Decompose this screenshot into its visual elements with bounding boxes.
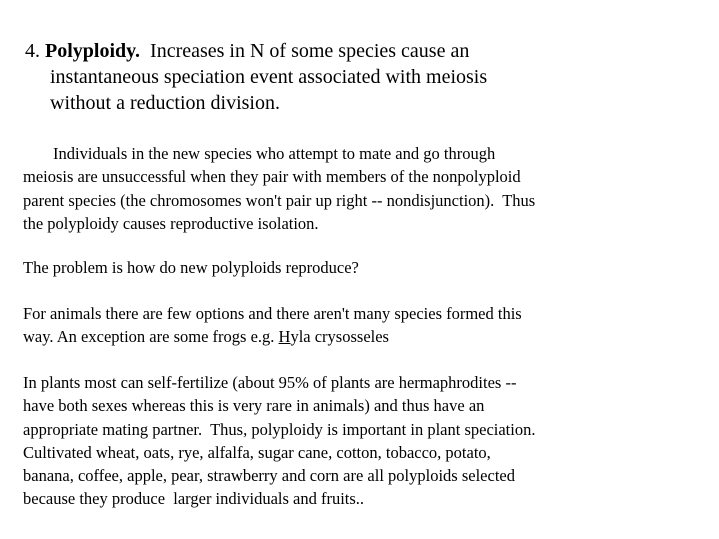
heading-block [25,38,665,116]
paragraph-line: because they produce larger individuals and fruits.. [23,489,365,509]
heading-line-3: without a reduction division. [50,92,280,114]
paragraph-line: banana, coffee, apple, pear, strawberry and corn are all polyploids selected [23,466,515,486]
paragraph-reproductive-isolation [23,142,703,235]
paragraph-line: parent species (the chromosomes won't pair up right -- nondisjunction). Thus [23,190,536,210]
animals-example-prefix: way. An exception are some frogs e.g. [23,327,279,347]
paragraph-line: For animals there are few options and there aren't many species formed this [23,304,522,323]
paragraph-line [23,325,703,348]
paragraph-line: Individuals in the new species who attempt to mate and go through [53,144,496,163]
paragraph-plants [23,371,703,511]
paragraph-line: The problem is how do new polyploids reproduce? [23,258,359,277]
paragraph-line: have both sexes whereas this is very rare in animals) and thus have an [23,396,485,416]
heading-line-2: instantaneous speciation event associated with meiosis [50,66,488,88]
heading-term: Polyploidy. [45,40,141,62]
paragraph-line: the polyploidy causes reproductive isolation. [23,213,319,233]
paragraph-line: In plants most can self-fertilize (about 95% of plants are hermaphrodites -- [23,373,517,392]
paragraph-animals [23,302,703,349]
heading-line-1 [25,38,665,64]
species-name-rest: yla crysosseles [290,327,389,347]
paragraph-line: Cultivated wheat, oats, rye, alfalfa, sugar cane, cotton, tobacco, potato, [23,442,491,462]
paragraph-line: meiosis are unsuccessful when they pair with members of the nonpolyploid [23,167,521,187]
paragraph-problem [23,256,703,279]
species-initial: H [278,327,291,347]
paragraph-line: appropriate mating partner. Thus, polyploidy is important in plant speciation. [23,419,536,439]
heading-line-1-text: Increases in N of some species cause an [140,40,470,62]
item-number: 4. [25,40,45,62]
